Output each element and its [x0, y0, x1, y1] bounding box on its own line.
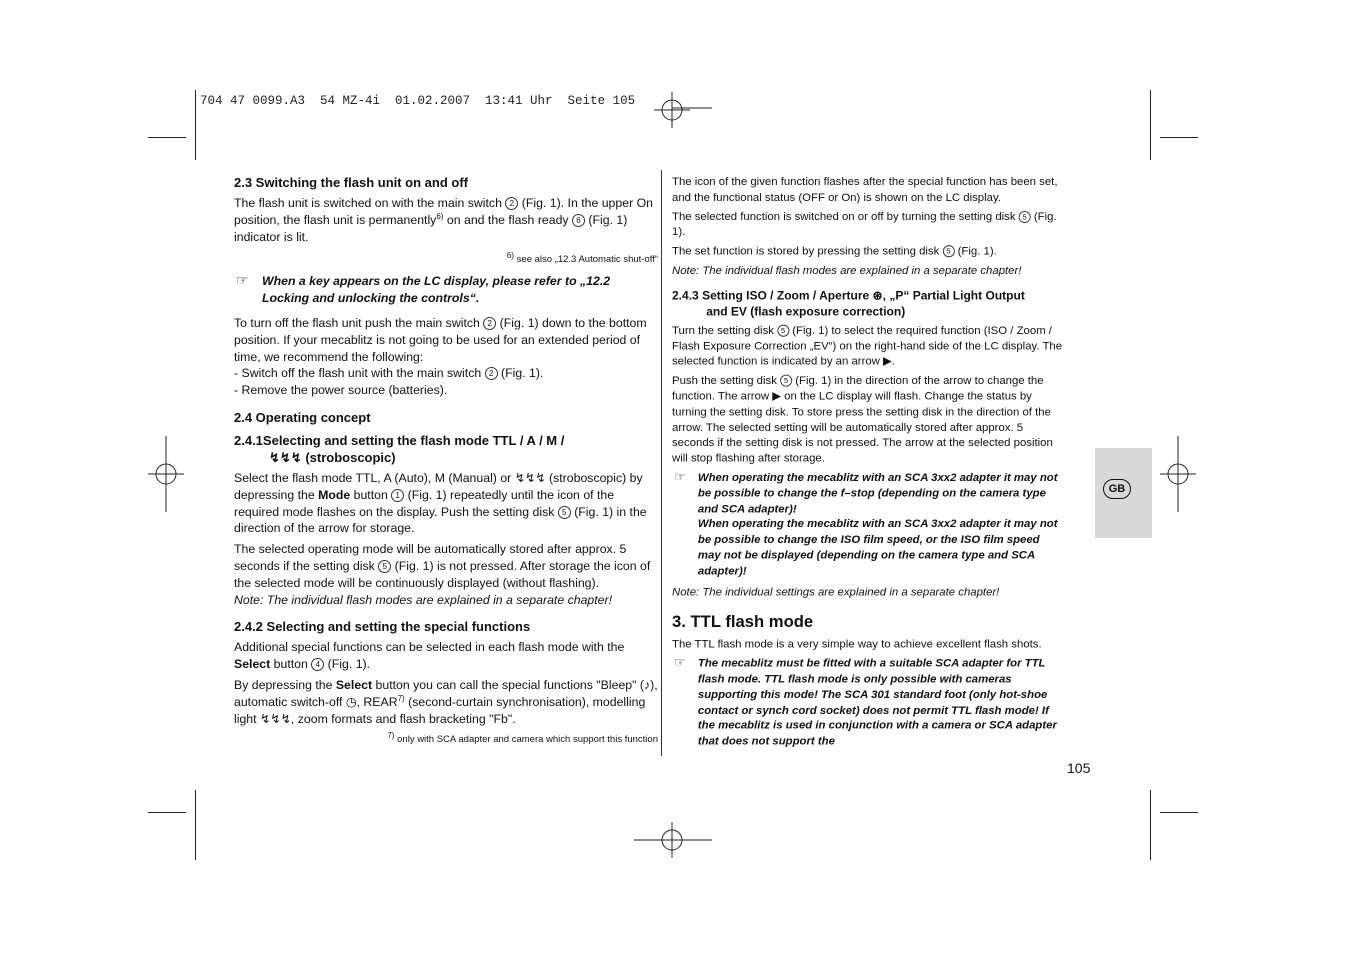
- paragraph: The selected operating mode will be automatically stored after approx. 5 seconds if the setting disk 5 (Fig. 1) is not pressed. After storage the icon of the selected mode will be continuously displayed (without flashing).: [234, 542, 651, 590]
- section-title-3: 3. TTL flash mode: [672, 612, 814, 631]
- crop-mark: [1150, 90, 1151, 160]
- crop-mark: [195, 790, 196, 860]
- paragraph: Additional special functions can be selected in each flash mode with the Select button 4 (Fig. 1).: [234, 640, 625, 672]
- paragraph: Turn the setting disk 5 (Fig. 1) to select the required function (ISO / Zoom / Flash Exposure Correction „EV“) on the right-hand side of the LC display. The selected function is indicated by an arrow ▶.: [672, 323, 1063, 368]
- crop-mark: [1150, 790, 1151, 860]
- mode-label: Mode: [318, 487, 351, 502]
- strobo-icon: ↯↯↯: [514, 470, 546, 485]
- paragraph: The icon of the given function flashes after the special function has been set, and the functional status (OFF or On) is shown on the LC display.: [672, 174, 1058, 204]
- column-divider: [661, 170, 662, 756]
- crop-mark: [148, 137, 186, 138]
- select-label: Select: [335, 677, 373, 692]
- circled-number: 5: [942, 245, 954, 257]
- paragraph: Select the flash mode TTL, A (Auto), M (Manual) or ↯↯↯ (stroboscopic) by depressing the Mode button 1 (Fig. 1) repeatedly until the icon of the required mode flashes on the display. Push the setting disk 5 (Fig. 1) in the direction of the arrow for storage.: [234, 470, 647, 536]
- paragraph: The TTL flash mode is a very simple way to achieve excellent flash shots.: [672, 637, 1042, 651]
- section-title-2-3: 2.3 Switching the flash unit on and off: [234, 175, 468, 190]
- section-title-2-4-1-cont: ↯↯↯ (stroboscopic): [269, 449, 396, 465]
- circled-number: 2: [483, 317, 496, 330]
- registration-line: [672, 107, 712, 109]
- section-title-2-4: 2.4 Operating concept: [234, 409, 371, 425]
- crop-mark: [148, 812, 186, 813]
- crop-mark: [1160, 812, 1198, 813]
- footnote-6: $^{6)}$ see also „12.3 Automatic shut-off“: [506, 251, 658, 266]
- paragraph: The selected function is switched on or off by turning the setting disk 5 (Fig. 1).: [672, 209, 1057, 239]
- aperture-icon: ⊛: [872, 288, 883, 303]
- circled-number: 4: [311, 658, 324, 671]
- paragraph: The flash unit is switched on with the main switch 2 (Fig. 1). In the upper On position, the flash unit is permanently$^{6)}$ on and the flash ready 6 (Fig. 1) indicator is lit.: [234, 196, 653, 244]
- footnote-7: $^{7)}$ only with SCA adapter and camera which support this function: [387, 731, 658, 746]
- clock-icon: ◷: [345, 694, 357, 709]
- paragraph: The set function is stored by pressing the setting disk 5 (Fig. 1).: [672, 244, 997, 258]
- language-badge: GB: [1103, 479, 1131, 499]
- registration-line: [1177, 436, 1179, 512]
- strobo-icon: ↯↯↯: [259, 711, 291, 726]
- circled-number: 2: [505, 197, 518, 210]
- note: Note: The individual flash modes are explained in a separate chapter!: [672, 263, 1022, 277]
- hint-note: ☞ When operating the mecablitz with an SCA 3xx2 adapter it may not be possible to change the f–stop (depending on the camera type and SCA adapter)!: [673, 468, 1058, 515]
- hint-note: ☞ The mecablitz must be fitted with a suitable SCA adapter for TTL flash mode. TTL flash mode is only possible with cameras supporting this mode! The SCA 301 standard foot (only hot-shoe contact or synch cord socket) does not permit TTL flash mode! If the mecablitz is used in conjunction with a camera or SCA adapter that does not support the: [673, 654, 1057, 748]
- registration-mark-icon: [654, 92, 690, 128]
- section-title-2-4-1: 2.4.1Selecting and setting the flash mode TTL / A / M /: [234, 432, 565, 448]
- circled-number: 5: [378, 560, 391, 573]
- section-title-2-4-3-cont: and EV (flash exposure correction): [706, 304, 906, 319]
- circled-number: 6: [572, 214, 585, 227]
- note: Note: The individual settings are explained in a separate chapter!: [672, 584, 1000, 598]
- paragraph: Push the setting disk 5 (Fig. 1) in the direction of the arrow to change the function. The arrow ▶ on the LC display will flash. Change the status by turning the setting disk. To store press the setting disk in the direction of the arrow. The selected setting will be automatically stored after approx. 5 seconds if the setting disk is not pressed. The arrow at the selected position will stop flashing after storage.: [672, 373, 1053, 465]
- note: Note: The individual flash modes are explained in a separate chapter!: [234, 592, 613, 607]
- select-label: Select: [234, 657, 271, 672]
- circled-number: 5: [558, 506, 571, 519]
- hint-note: ☞ When a key appears on the LC display, please refer to „12.2 Locking and unlocking the controls“.: [236, 272, 611, 306]
- section-title-2-4-3: 2.4.3 Setting ISO / Zoom / Aperture ⊛, „P“ Partial Light Output: [672, 288, 1025, 303]
- paragraph: By depressing the Select button you can call the special functions "Bleep" (♪), automatic switch-off ◷, REAR$^{7)}$ (second-curtain synchronisation), modelling light ↯↯↯, zoom formats and flash bracketing "Fb".: [234, 677, 658, 726]
- registration-line: [165, 436, 167, 512]
- strobo-icon: ↯↯↯: [269, 449, 302, 465]
- registration-line: [634, 839, 712, 841]
- crop-mark: [1160, 137, 1198, 138]
- bleep-icon: ♪: [644, 677, 651, 692]
- hint-note: When operating the mecablitz with an SCA 3xx2 adapter it may not be possible to change the ISO film speed, or the ISO film speed may not be displayed (depending on the camera type and SCA adapter)!: [697, 517, 1058, 577]
- pointing-hand-icon: ☞: [236, 272, 249, 289]
- list-item: - Switch off the flash unit with the main switch 2 (Fig. 1).: [234, 366, 544, 381]
- pointing-hand-icon: ☞: [673, 654, 686, 670]
- circled-number: 5: [1019, 211, 1031, 223]
- circled-number: 1: [391, 489, 404, 502]
- circled-number: 5: [780, 375, 792, 387]
- circled-number: 2: [485, 367, 498, 380]
- page-number: 105: [1067, 760, 1091, 776]
- crop-mark: [195, 90, 196, 160]
- left-column: [234, 174, 658, 747]
- circled-number: 5: [777, 324, 789, 336]
- right-column: [672, 174, 1064, 749]
- section-title-2-4-2: 2.4.2 Selecting and setting the special functions: [234, 619, 531, 635]
- pointing-hand-icon: ☞: [673, 468, 686, 484]
- print-info: 704 47 0099.A3 54 MZ-4i 01.02.2007 13:41 Uhr Seite 105: [200, 94, 636, 108]
- paragraph: To turn off the flash unit push the main switch 2 (Fig. 1) down to the bottom position. If your mecablitz is not going to be used for an extended period of time, we recommend the following:: [234, 315, 647, 364]
- list-item: - Remove the power source (batteries).: [234, 383, 448, 398]
